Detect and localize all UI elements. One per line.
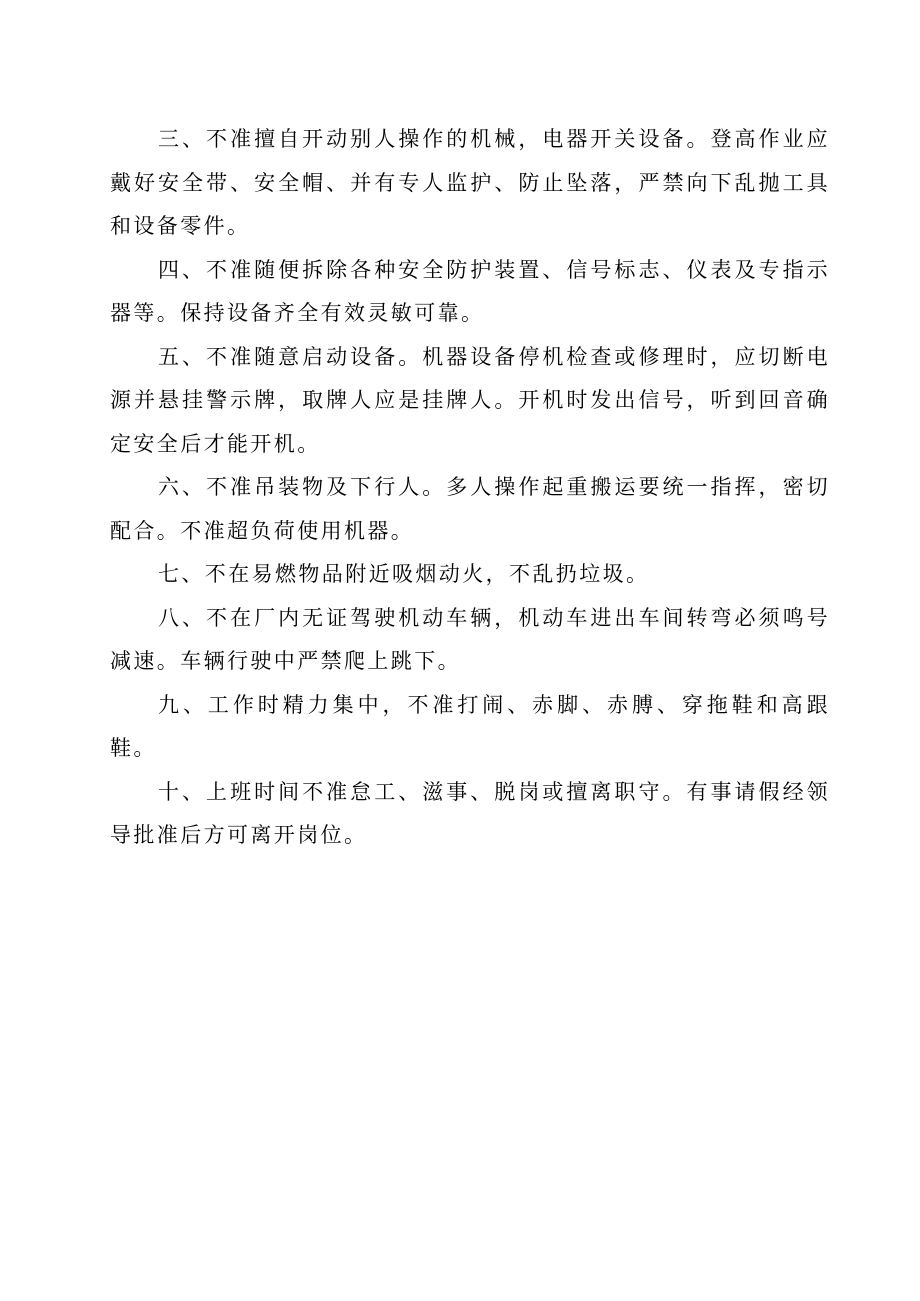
rule-paragraph-3: 三、不准擅自开动别人操作的机械，电器开关设备。登高作业应戴好安全带、安全帽、并有专人监护、防止坠落，严禁向下乱抛工具和设备零件。 xyxy=(110,127,830,238)
rule-paragraph-8: 八、不在厂内无证驾驶机动车辆，机动车进出车间转弯必须鸣号减速。车辆行驶中严禁爬上跳下。 xyxy=(110,605,830,673)
rule-paragraph-10: 十、上班时间不准怠工、滋事、脱岗或擅离职守。有事请假经领导批准后方可离开岗位。 xyxy=(110,779,830,847)
rule-paragraph-4: 四、不准随便拆除各种安全防护装置、信号标志、仪表及专指示器等。保持设备齐全有效灵敏可靠。 xyxy=(110,257,830,325)
rule-paragraph-5: 五、不准随意启动设备。机器设备停机检查或修理时，应切断电源并悬挂警示牌，取牌人应是挂牌人。开机时发出信号，听到回音确定安全后才能开机。 xyxy=(110,344,830,456)
rule-paragraph-6: 六、不准吊装物及下行人。多人操作起重搬运要统一指挥，密切配合。不准超负荷使用机器。 xyxy=(110,475,830,543)
rule-paragraph-9: 九、工作时精力集中，不准打闹、赤脚、赤膊、穿拖鞋和高跟鞋。 xyxy=(110,692,830,760)
rule-paragraph-7: 七、不在易燃物品附近吸烟动火，不乱扔垃圾。 xyxy=(158,562,650,586)
safety-rules-body xyxy=(110,118,830,858)
